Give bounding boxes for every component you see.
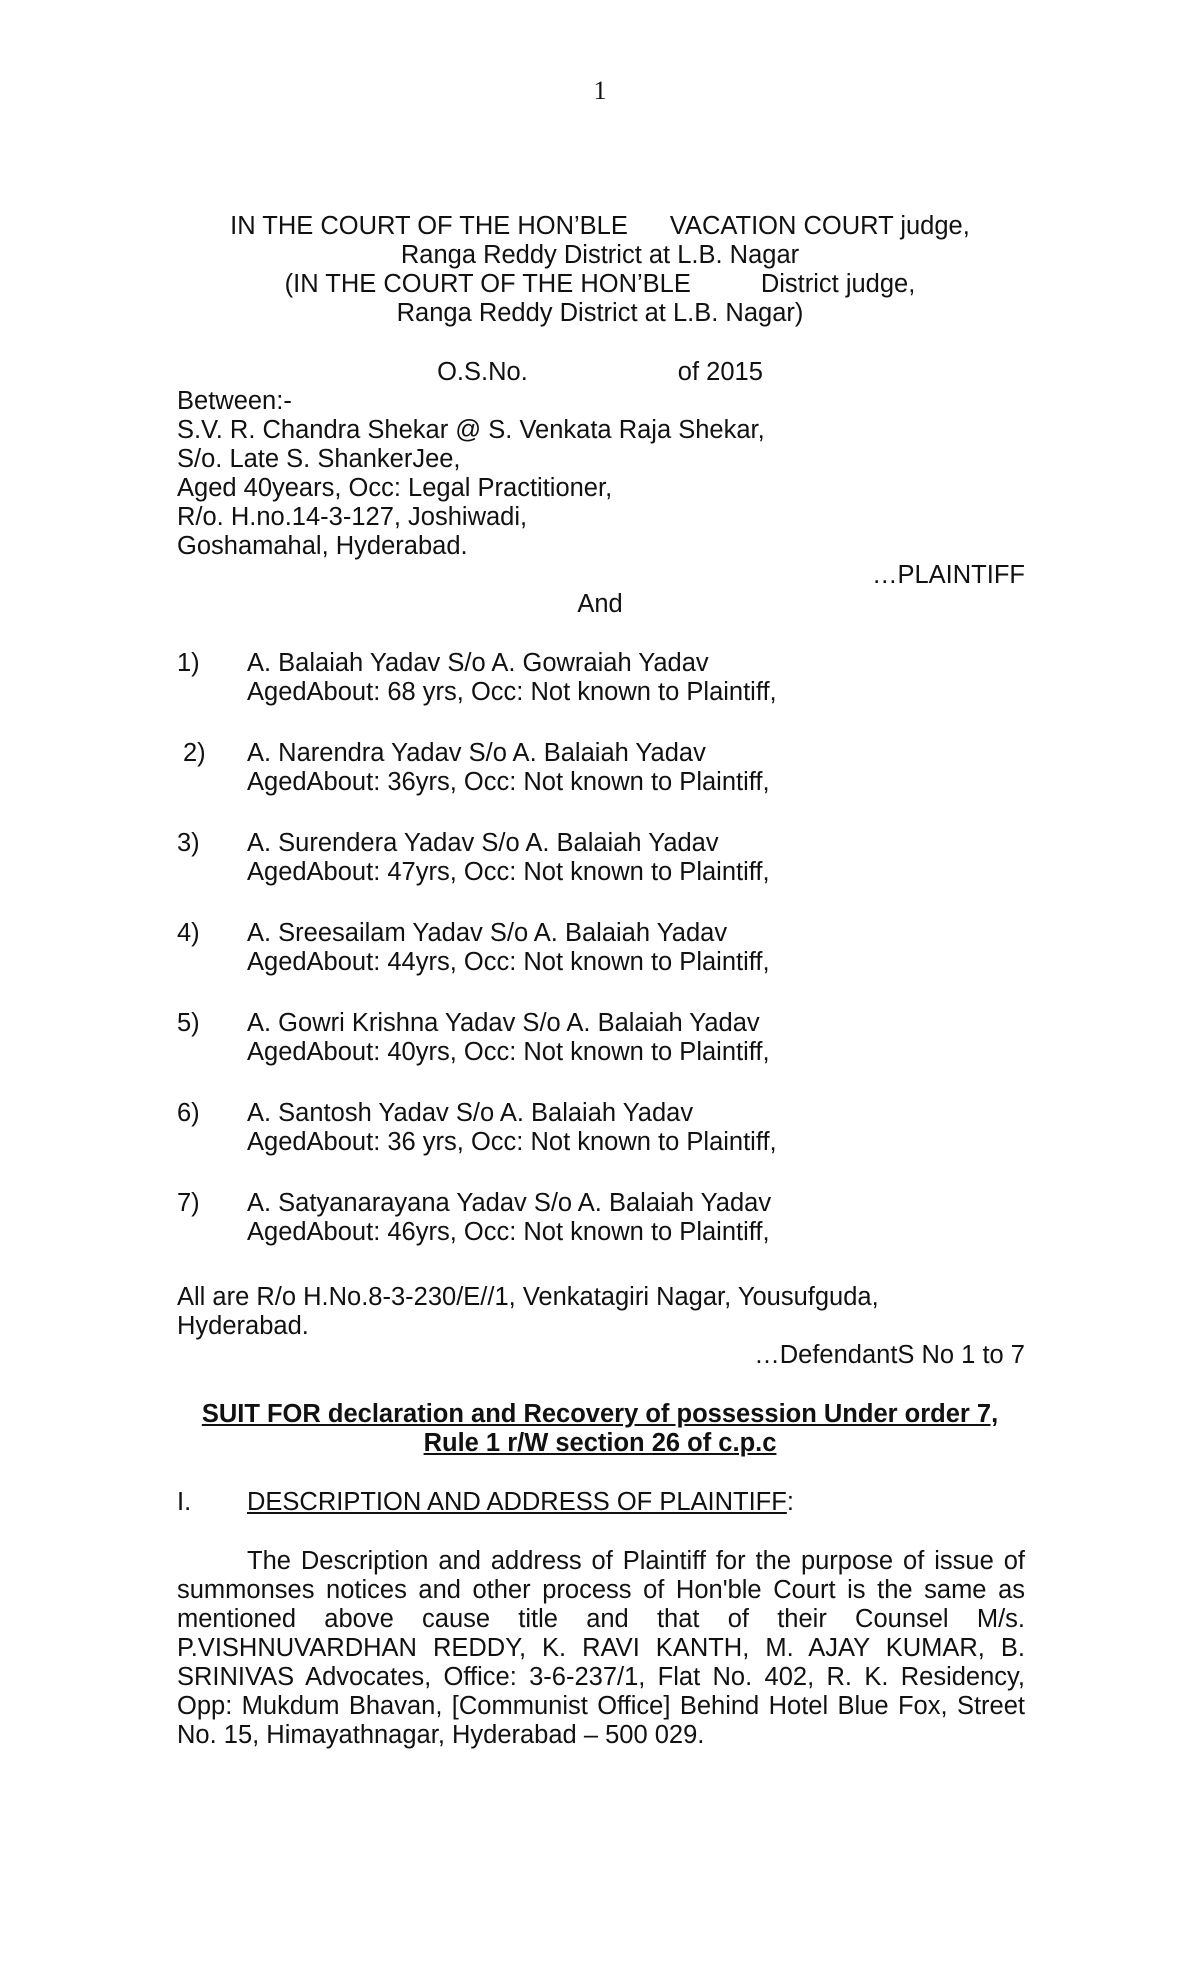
defendant-name: A. Sreesailam Yadav S/o A. Balaiah Yadav — [247, 919, 728, 947]
defendant-details: AgedAbout: 44yrs, Occ: Not known to Plaintiff, — [247, 948, 770, 976]
defendant-name: A. Balaiah Yadav S/o A. Gowraiah Yadav — [247, 649, 709, 677]
suit-number-label: O.S.No. — [437, 358, 528, 386]
residence-line-1: All are R/o H.No.8-3-230/E//1, Venkatagiri Nagar, Yousufguda, — [177, 1283, 879, 1311]
defendant-details: AgedAbout: 47yrs, Occ: Not known to Plaintiff, — [247, 858, 770, 886]
court-line-3a: (IN THE COURT OF THE HON’BLE — [284, 270, 691, 298]
residence-line-2: Hyderabad. — [177, 1312, 309, 1340]
defendant-number: 7) — [177, 1189, 200, 1217]
plaintiff-line: Aged 40years, Occ: Legal Practitioner, — [177, 474, 613, 502]
court-line-3 — [0, 270, 1200, 299]
defendant-number: 5) — [177, 1009, 200, 1037]
section-paragraph: The Description and address of Plaintiff for the purpose of issue of summonses notices and other process of Hon'ble Court is the same as mentioned above cause title and that of their Counsel M/s. P.VISHNUVARDHAN REDDY, K. RAVI KANTH, M. AJAY KUMAR, B. SRINIVAS Advocates, Office: 3-6-237/1, Flat No. 402, R. K. Residency, Opp: Mukdum Bhavan, [Communist Office] Behind Hotel Blue Fox, Street No. 15, Himayathnagar, Hyderabad – 500 029. — [177, 1547, 1025, 1749]
section-number: I. — [177, 1488, 192, 1516]
suit-title-line-1: SUIT FOR declaration and Recovery of possession Under order 7, — [201, 1400, 999, 1428]
defendant-details: AgedAbout: 36yrs, Occ: Not known to Plaintiff, — [247, 768, 770, 796]
plaintiff-role: …PLAINTIFF — [871, 561, 1025, 589]
suit-number-year: of 2015 — [677, 358, 763, 386]
defendant-details: AgedAbout: 40yrs, Occ: Not known to Plaintiff, — [247, 1038, 770, 1066]
court-line-4: Ranga Reddy District at L.B. Nagar) — [396, 299, 804, 327]
defendants-role: …DefendantS No 1 to 7 — [754, 1341, 1025, 1369]
plaintiff-line: S/o. Late S. ShankerJee, — [177, 445, 461, 473]
suit-title-line-2: Rule 1 r/W section 26 of c.p.c — [423, 1429, 777, 1457]
plaintiff-line: Goshamahal, Hyderabad. — [177, 532, 468, 560]
court-line-1 — [0, 212, 1200, 241]
defendant-number: 3) — [177, 829, 200, 857]
defendant-details: AgedAbout: 68 yrs, Occ: Not known to Plaintiff, — [247, 678, 777, 706]
defendant-number: 1) — [177, 649, 200, 677]
plaintiff-line: S.V. R. Chandra Shekar @ S. Venkata Raja Shekar, — [177, 416, 765, 444]
plaintiff-line: R/o. H.no.14-3-127, Joshiwadi, — [177, 503, 528, 531]
defendant-name: A. Gowri Krishna Yadav S/o A. Balaiah Yadav — [247, 1009, 760, 1037]
section-heading-colon: : — [786, 1488, 794, 1516]
suit-number — [0, 358, 1200, 387]
between-label: Between:- — [177, 387, 292, 415]
defendant-name: A. Surendera Yadav S/o A. Balaiah Yadav — [247, 829, 719, 857]
defendant-number: 6) — [177, 1099, 200, 1127]
defendant-name: A. Satyanarayana Yadav S/o A. Balaiah Yadav — [247, 1189, 772, 1217]
defendant-number: 4) — [177, 919, 200, 947]
section-heading — [247, 1488, 794, 1517]
section-heading-text: DESCRIPTION AND ADDRESS OF PLAINTIFF — [247, 1488, 787, 1516]
and-label: And — [577, 590, 623, 618]
court-line-2: Ranga Reddy District at L.B. Nagar — [400, 241, 800, 269]
defendant-details: AgedAbout: 36 yrs, Occ: Not known to Plaintiff, — [247, 1128, 777, 1156]
page-number: 1 — [593, 76, 607, 105]
defendant-name: A. Narendra Yadav S/o A. Balaiah Yadav — [247, 739, 706, 767]
defendant-details: AgedAbout: 46yrs, Occ: Not known to Plaintiff, — [247, 1218, 770, 1246]
court-line-1b: VACATION COURT judge, — [669, 212, 970, 240]
defendant-name: A. Santosh Yadav S/o A. Balaiah Yadav — [247, 1099, 694, 1127]
court-line-1a: IN THE COURT OF THE HON’BLE — [230, 212, 628, 240]
court-line-3b: District judge, — [760, 270, 916, 298]
defendant-number: 2) — [183, 739, 206, 767]
